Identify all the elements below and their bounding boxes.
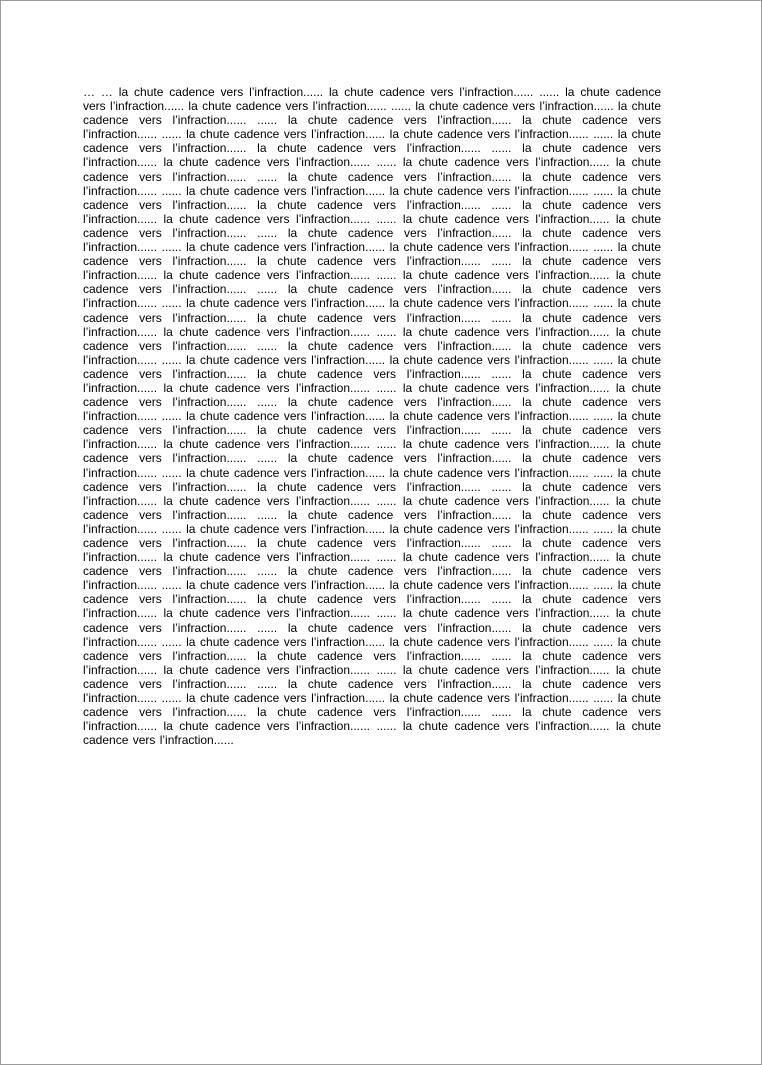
body-text-paragraph: … … la chute cadence vers l’infraction...... la chute cadence vers l’infraction...... ...... la chute cadence vers l’infraction...... la chute cadence vers l’infraction...... ...... la chute cadence vers l’infraction...... la chute cadence vers l’infraction...... ...... la chute cadence vers l’infraction...... la chute cadence vers l’infraction...... ...... la chute cadence vers l’infraction...... la chute cadence vers l’infraction...... ...... la chute cadence vers l’infraction...... la chute cadence vers l’infraction...... ...... la chute cadence vers l’infraction...... la chute cadence vers l’infraction...... ...... la chute cadence vers l’infraction...... la chute cadence vers l’infraction...... ...... la chute cadence vers l’infraction...... la chute cadence vers l’infraction...... ...... la chute cadence vers l’infraction...... la chute cadence vers l’infraction...... ...... la chute cadence vers l’infraction...... la chute cadence vers l’infraction...... ...... la chute cadence vers l’infraction...... la chute cadence vers l’infraction...... ...... la chute cadence vers l’infraction...... la chute cadence vers l’infraction...... ...... la chute cadence vers l’infraction...... la chute cadence vers l’infraction...... ...... la chute cadence vers l’infraction...... la chute cadence vers l’infraction...... ...... la chute cadence vers l’infraction...... la chute cadence vers l’infraction...... ...... la chute cadence vers l’infraction...... la chute cadence vers l’infraction...... ...... la chute cadence vers l’infraction...... la chute cadence vers l’infraction...... ...... la chute cadence vers l’infraction...... la chute cadence vers l’infraction...... ...... la chute cadence vers l’infraction...... la chute cadence vers l’infraction...... ...... la chute cadence vers l’infraction...... la chute cadence vers l’infraction...... ...... la chute cadence vers l’infraction...... la chute cadence vers l’infraction...... ...... la chute cadence vers l’infraction...... la chute cadence vers l’infraction...... ...... la chute cadence vers l’infraction...... la chute cadence vers l’infraction...... ...... la chute cadence vers l’infraction...... la chute cadence vers l’infraction...... ...... la chute cadence vers l’infraction...... la chute cadence vers l’infraction...... ...... la chute cadence vers l’infraction...... la chute cadence vers l’infraction...... ...... la chute cadence vers l’infraction...... la chute cadence vers l’infraction...... ...... la chute cadence vers l’infraction...... la chute cadence vers l’infraction...... ...... la chute cadence vers l’infraction...... la chute cadence vers l’infraction...... ...... la chute cadence vers l’infraction...... la chute cadence vers l’infraction...... ...... la chute cadence vers l’infraction...... la chute cadence vers l’infraction...... ...... la chute cadence vers l’infraction...... la chute cadence vers l’infraction...... ...... la chute cadence vers l’infraction...... la chute cadence vers l’infraction...... ...... la chute cadence vers l’infraction...... la chute cadence vers l’infraction...... ...... la chute cadence vers l’infraction...... la chute cadence vers l’infraction...... ...... la chute cadence vers l’infraction...... la chute cadence vers l’infraction...... ...... la chute cadence vers l’infraction...... la chute cadence vers l’infraction...... ...... la chute cadence vers l’infraction...... la chute cadence vers l’infraction...... ...... la chute cadence vers l’infraction...... la chute cadence vers l’infraction...... ...... la chute cadence vers l’infraction...... la chute cadence vers l’infraction...... ...... la chute cadence vers l’infraction...... la chute cadence vers l’infraction...... ...... la chute cadence vers l’infraction...... la chute cadence vers l’infraction...... ...... la chute cadence vers l’infraction...... la chute cadence vers l’infraction...... ...... la chute cadence vers l’infraction...... la chute cadence vers l’infraction...... ...... la chute cadence vers l’infraction...... la chute cadence vers l’infraction...... ...... la chute cadence vers l’infraction...... la chute cadence vers l’infraction...... ...... la chute cadence vers l’infraction...... la chute cadence vers l’infraction...... ...... la chute cadence vers l’infraction...... la chute cadence vers l’infraction...... ...... la chute cadence vers l’infraction...... la chute cadence vers l’infraction...... ...... la chute cadence vers l’infraction...... la chute cadence vers l’infraction...... ...... la chute cadence vers l’infraction...... la chute cadence vers l’infraction...... ...... la chute cadence vers l’infraction...... la chute cadence vers l’infraction...... ...... la chute cadence vers l’infraction...... la chute cadence vers l’infraction...... ...... la chute cadence vers l’infraction...... la chute cadence vers l’infraction...... ...... la chute cadence vers l’infraction...... la chute cadence vers l’infraction...... ...... la chute cadence vers l’infraction...... la chute cadence vers l’infraction...... ...... la chute cadence vers l’infraction...... la chute cadence vers l’infraction...... — [83, 85, 661, 748]
